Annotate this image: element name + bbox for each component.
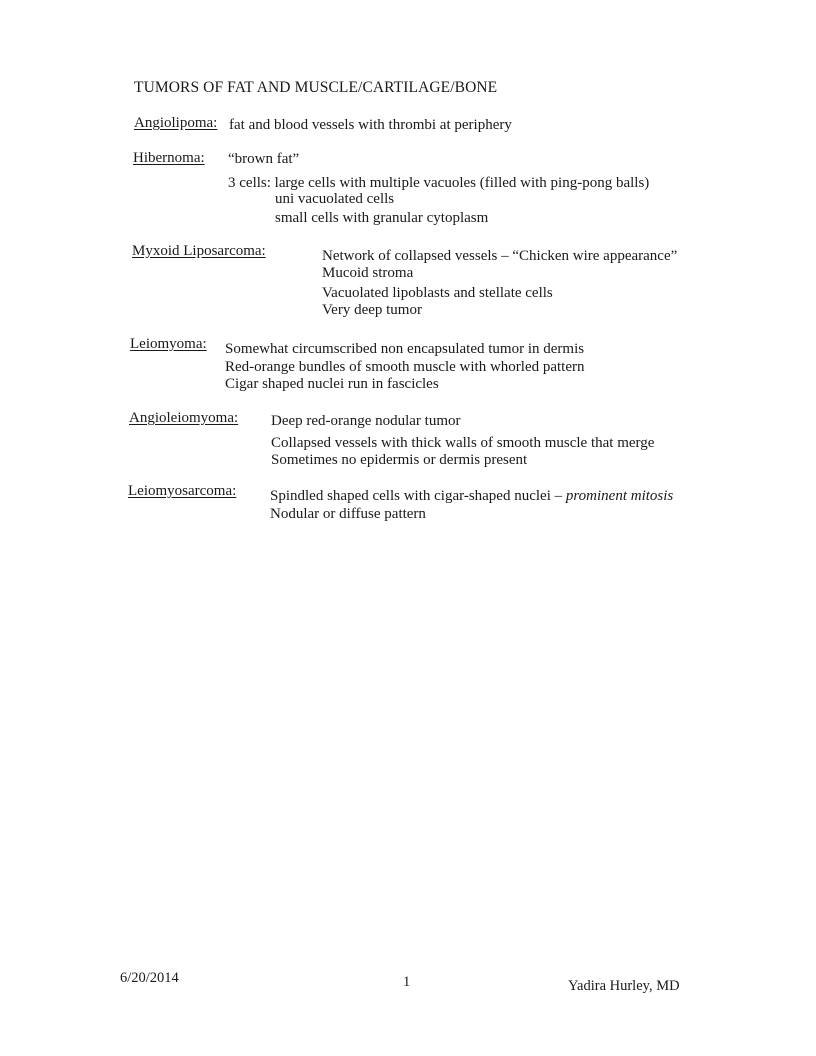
angioleiomyoma-line-1: Deep red-orange nodular tumor	[271, 413, 461, 429]
term-angioleiomyoma: Angioleiomyoma:	[129, 410, 239, 426]
angioleiomyoma-line-2: Collapsed vessels with thick walls of smooth muscle that merge	[271, 435, 655, 451]
hibernoma-line-2: 3 cells: large cells with multiple vacuoles (filled with ping-pong balls)	[228, 175, 650, 191]
angiolipoma-description: fat and blood vessels with thrombi at periphery	[229, 117, 512, 133]
term-angiolipoma: Angiolipoma:	[134, 115, 218, 131]
myxoid-liposarcoma-line-3: Vacuolated lipoblasts and stellate cells	[322, 285, 553, 301]
leiomyosarcoma-emphasis: prominent mitosis	[565, 488, 674, 504]
footer-date: 6/20/2014	[120, 970, 179, 986]
term-myxoid-liposarcoma: Myxoid Liposarcoma:	[132, 243, 266, 259]
footer-author: Yadira Hurley, MD	[568, 978, 680, 994]
myxoid-liposarcoma-line-2: Mucoid stroma	[322, 265, 414, 281]
hibernoma-line-1: “brown fat”	[228, 151, 300, 167]
hibernoma-line-3: uni vacuolated cells	[275, 191, 395, 207]
angioleiomyoma-line-3: Sometimes no epidermis or dermis present	[271, 452, 528, 468]
leiomyosarcoma-line-2: Nodular or diffuse pattern	[270, 506, 426, 522]
myxoid-liposarcoma-line-4: Very deep tumor	[322, 302, 422, 318]
myxoid-liposarcoma-line-1: Network of collapsed vessels – “Chicken wire appearance”	[322, 248, 678, 264]
leiomyosarcoma-line-1	[270, 488, 673, 505]
footer-page-number: 1	[403, 974, 411, 990]
hibernoma-line-4: small cells with granular cytoplasm	[275, 210, 489, 226]
page-title: TUMORS OF FAT AND MUSCLE/CARTILAGE/BONE	[134, 79, 498, 96]
leiomyoma-line-2: Red-orange bundles of smooth muscle with whorled pattern	[225, 359, 585, 375]
term-leiomyosarcoma: Leiomyosarcoma:	[128, 483, 237, 499]
term-leiomyoma: Leiomyoma:	[130, 336, 207, 352]
leiomyoma-line-3: Cigar shaped nuclei run in fascicles	[225, 376, 439, 392]
leiomyoma-line-1: Somewhat circumscribed non encapsulated tumor in dermis	[225, 341, 585, 357]
leiomyosarcoma-line-1-text: Spindled shaped cells with cigar-shaped nuclei –	[270, 488, 566, 504]
term-hibernoma: Hibernoma:	[133, 150, 205, 166]
